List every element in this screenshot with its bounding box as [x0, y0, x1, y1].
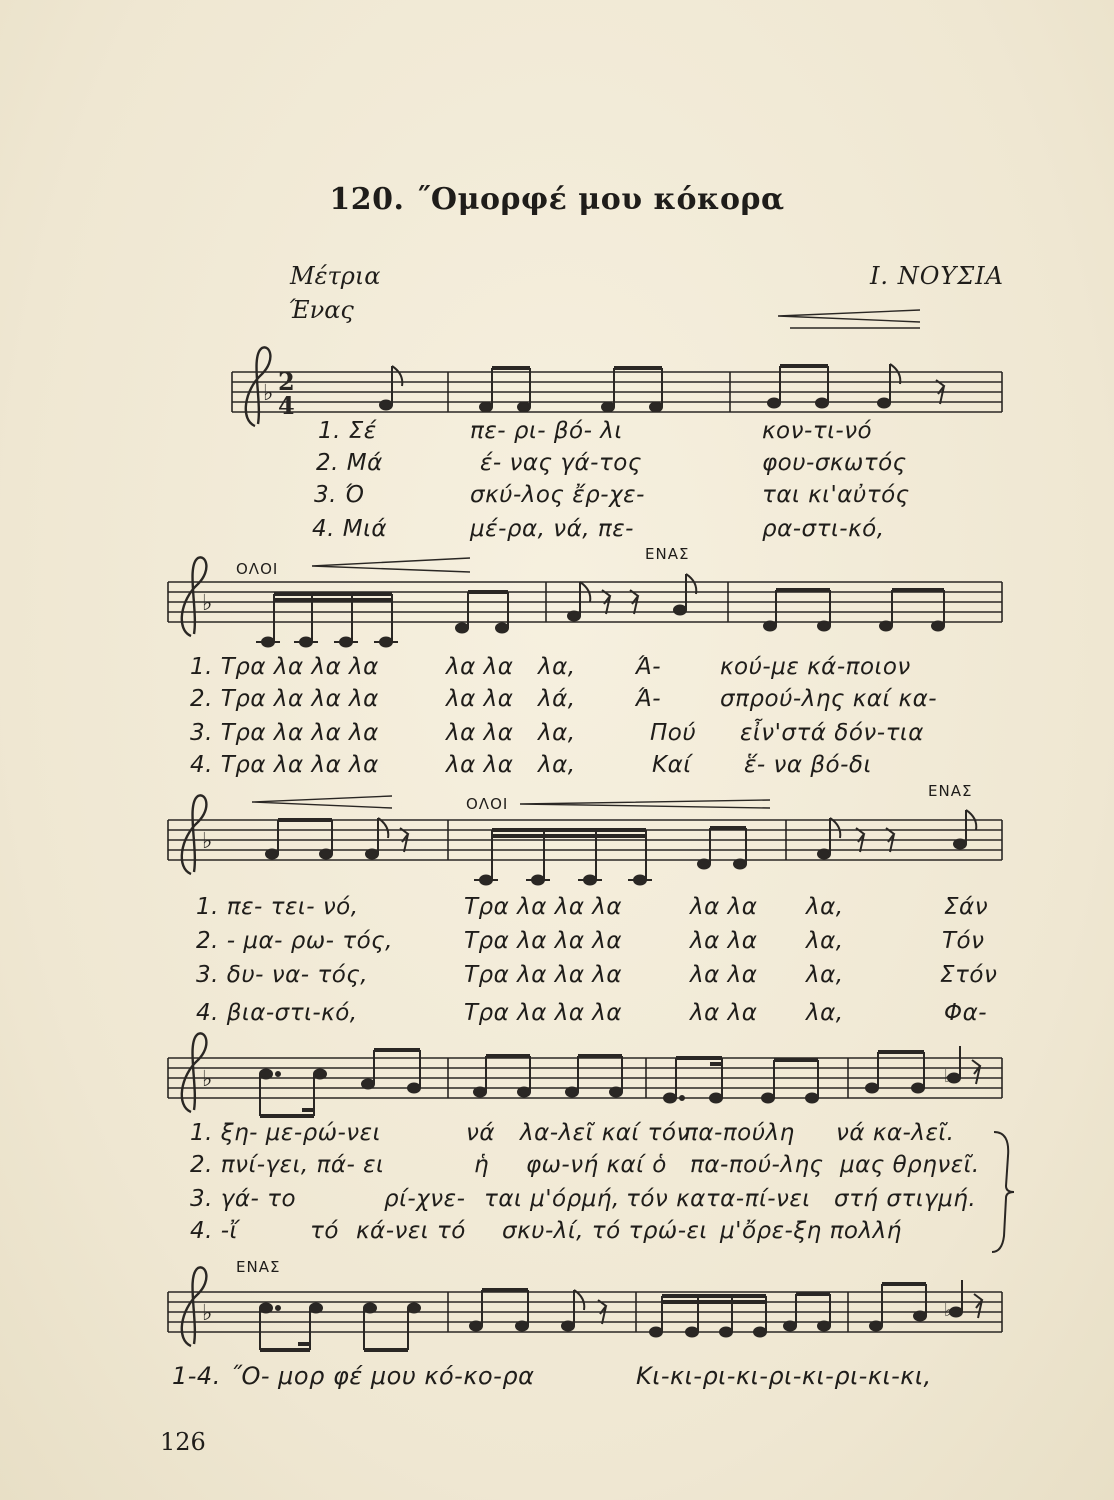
- lyric-s4-v3-a: 3. γά- το: [190, 1186, 297, 1212]
- lyric-s1-v2-a: 2. Μά: [316, 450, 383, 476]
- svg-text:♭: ♭: [263, 381, 274, 406]
- lyric-s2-v2-d: Ά-: [636, 686, 662, 712]
- lyric-s4-v3-c: ται μ'όρμή,: [484, 1186, 620, 1212]
- lyric-s4-v2-e: μας θρηνεῖ.: [840, 1152, 980, 1178]
- lyric-s4-v4-d: σκυ-λί, τό τρώ-ει: [502, 1218, 708, 1244]
- lyric-s3-v4-a: 4. βια-στι-κό,: [196, 1000, 358, 1026]
- lyric-s4-v1-b: νά: [466, 1120, 496, 1146]
- lyric-s3-v3-e: Στόν: [940, 962, 998, 988]
- lyric-s3-v3-a: 3. δυ- να- τός,: [196, 962, 369, 988]
- lyric-s3-v2-c: λα λα: [690, 928, 758, 954]
- lyric-s1-v1-c: κον-τι-νό: [762, 418, 873, 444]
- cue-enas-3: ΕΝΑΣ: [236, 1258, 281, 1276]
- lyric-s2-v4-a: 4. Τρα λα λα λα: [190, 752, 379, 778]
- lyric-s2-v1-b: λα λα: [446, 654, 514, 680]
- lyric-s4-v4-c: κά-νει τό: [356, 1218, 466, 1244]
- lyric-s3-v2-b: Τρα λα λα λα: [464, 928, 623, 954]
- lyric-s3-v3-b: Τρα λα λα λα: [464, 962, 623, 988]
- lyric-s4-v4-a: 4. -ἴ: [190, 1218, 238, 1244]
- lyric-s3-v2-d: λα,: [806, 928, 844, 954]
- lyric-s1-v3-a: 3. Ό: [314, 482, 365, 508]
- lyric-s2-v2-e: σπρού-λης καί κα-: [720, 686, 938, 712]
- cue-oloi-1: ΟΛΟΙ: [236, 560, 279, 578]
- lyric-s2-v3-d: Πού: [650, 720, 697, 746]
- lyric-s3-v4-c: λα λα: [690, 1000, 758, 1026]
- lyric-s2-v4-b: λα λα: [446, 752, 514, 778]
- lyric-s2-v2-a: 2. Τρα λα λα λα: [190, 686, 379, 712]
- lyric-s5-refrain-b: Κι-κι-ρι-κι-ρι-κι-ρι-κι-κι,: [636, 1362, 932, 1390]
- lyric-s2-v3-a: 3. Τρα λα λα λα: [190, 720, 379, 746]
- lyric-s2-v1-d: Ά-: [636, 654, 662, 680]
- lyric-s3-v3-c: λα λα: [690, 962, 758, 988]
- lyric-s3-v4-d: λα,: [806, 1000, 844, 1026]
- staff-1: [0, 330, 1114, 430]
- lyric-s4-v2-d: πα-πού-λης: [690, 1152, 824, 1178]
- lyric-s2-v1-e: κού-με κά-ποιον: [720, 654, 911, 680]
- lyric-s3-v4-b: Τρα λα λα λα: [464, 1000, 623, 1026]
- lyric-s4-v1-e: νά κα-λεῖ.: [836, 1120, 955, 1146]
- svg-text:2: 2: [278, 367, 295, 396]
- lyric-s4-v2-c: φω-νή καί ὁ: [526, 1152, 667, 1178]
- lyric-s4-v3-e: στή στιγμή.: [834, 1186, 977, 1212]
- lyric-s4-v3-d: τόν κατα-πί-νει: [626, 1186, 811, 1212]
- lyric-s4-v1-c: λα-λεῖ καί τόν: [520, 1120, 690, 1146]
- lyric-s3-v1-e: Σάν: [944, 894, 989, 920]
- lyric-s1-v2-c: φου-σκωτός: [762, 450, 907, 476]
- lyric-s3-v2-e: Τόν: [942, 928, 985, 954]
- svg-text:♭: ♭: [202, 591, 213, 616]
- lyric-s1-v4-a: 4. Μιά: [312, 516, 388, 542]
- lyric-s3-v1-b: Τρα λα λα λα: [464, 894, 623, 920]
- svg-text:4: 4: [278, 391, 295, 420]
- lyric-s3-v1-c: λα λα: [690, 894, 758, 920]
- lyric-s5-refrain-a: 1-4. ˝Ο- μορ φέ μου κό-κο-ρα: [172, 1362, 535, 1390]
- lyric-s4-v1-a: 1. ξη- με-ρώ-νει: [190, 1120, 381, 1146]
- lyric-s2-v3-e: εἶν'στά δόν-τια: [740, 720, 924, 746]
- svg-text:♭: ♭: [944, 1066, 953, 1087]
- staff-3: [0, 808, 1114, 908]
- lyric-s2-v4-c: λα,: [538, 752, 576, 778]
- svg-text:♭: ♭: [202, 1067, 213, 1092]
- cue-enas-1: ΕΝΑΣ: [645, 545, 690, 563]
- lyric-s1-v3-c: ται κι'αὐτός: [762, 482, 910, 508]
- staff-5: [0, 1280, 1114, 1380]
- svg-text:♭: ♭: [944, 1300, 953, 1321]
- lyric-s4-v1-d: πα-πούλη: [684, 1120, 795, 1146]
- svg-text:♭: ♭: [202, 829, 213, 854]
- lyric-s1-v2-b: έ- νας γά-τος: [480, 450, 642, 476]
- lyric-s4-v4-e: μ'ὄρε-ξη πολλή: [720, 1218, 902, 1244]
- lyric-s2-v2-b: λα λα: [446, 686, 514, 712]
- lyric-s1-v1-a: 1. Σέ: [318, 418, 377, 444]
- cue-enas-2: ΕΝΑΣ: [928, 782, 973, 800]
- lyric-s1-v1-b: πε- ρι- βό- λι: [470, 418, 623, 444]
- lyric-s3-v2-a: 2. - μα- ρω- τός,: [196, 928, 393, 954]
- lyric-s3-v1-a: 1. πε- τει- νό,: [196, 894, 359, 920]
- lyric-s2-v2-c: λά,: [538, 686, 576, 712]
- lyric-s2-v1-c: λα,: [538, 654, 576, 680]
- lyric-s2-v3-b: λα λα: [446, 720, 514, 746]
- lyric-s2-v4-d: Καί: [652, 752, 692, 778]
- lyric-s2-v4-e: ἕ- να βό-δι: [744, 752, 872, 778]
- page-number: 126: [160, 1428, 206, 1456]
- lyric-s3-v3-d: λα,: [806, 962, 844, 988]
- tempo-marking: Μέτρια: [290, 262, 381, 290]
- svg-text:♭: ♭: [202, 1301, 213, 1326]
- composer-credit: Ι. ΝΟΥΣΙΑ: [869, 262, 1004, 290]
- lyric-s1-v3-b: σκύ-λος ἔρ-χε-: [470, 482, 645, 508]
- lyric-s4-v2-a: 2. πνί-γει, πά- ει: [190, 1152, 385, 1178]
- lyric-s3-v4-e: Φα-: [944, 1000, 988, 1026]
- lyric-s1-v4-b: μέ-ρα, νά, πε-: [470, 516, 634, 542]
- solo-cue-top: Ένας: [288, 296, 354, 324]
- lyric-s3-v1-d: λα,: [806, 894, 844, 920]
- lyric-s4-v4-b: τό: [310, 1218, 339, 1244]
- lyric-s4-v2-b: ἡ: [474, 1152, 490, 1178]
- verse-brace: [990, 1126, 1030, 1256]
- lyric-s2-v1-a: 1. Τρα λα λα λα: [190, 654, 379, 680]
- lyric-s1-v4-c: ρα-στι-κό,: [762, 516, 885, 542]
- song-title: 120. ˝Ομορφέ μου κόκορα: [329, 182, 785, 217]
- lyric-s2-v3-c: λα,: [538, 720, 576, 746]
- lyric-s4-v3-b: ρί-χνε-: [384, 1186, 466, 1212]
- cue-oloi-2: ΟΛΟΙ: [466, 795, 509, 813]
